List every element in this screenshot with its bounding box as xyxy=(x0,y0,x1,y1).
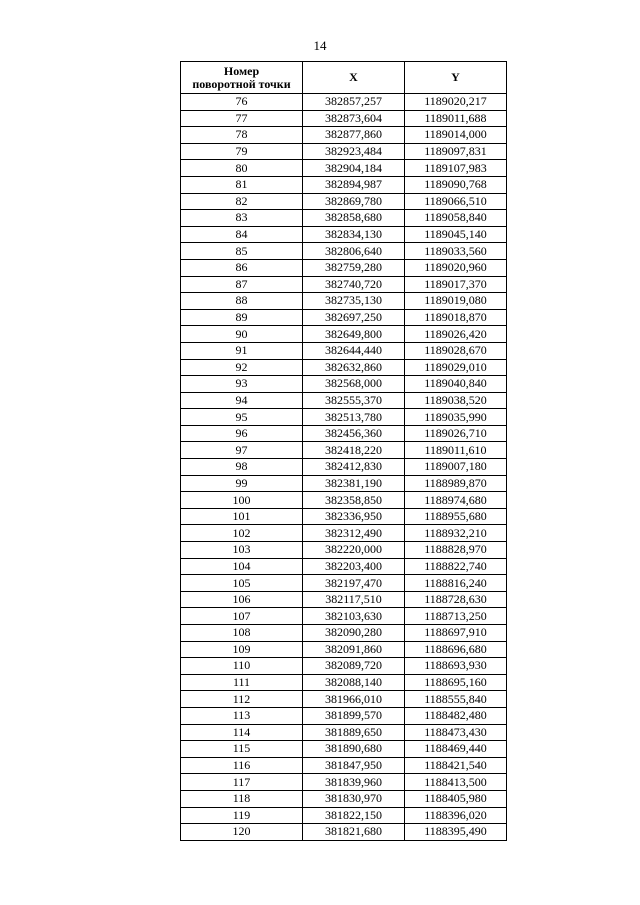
cell-point-number: 102 xyxy=(181,525,303,542)
cell-y: 1189040,840 xyxy=(405,376,507,393)
header-point-number xyxy=(181,62,303,94)
cell-x: 382894,987 xyxy=(303,176,405,193)
table-row xyxy=(181,658,507,675)
cell-x: 382555,370 xyxy=(303,392,405,409)
table-row xyxy=(181,210,507,227)
cell-point-number: 115 xyxy=(181,741,303,758)
cell-y: 1188413,500 xyxy=(405,774,507,791)
cell-x: 382312,490 xyxy=(303,525,405,542)
table-row xyxy=(181,459,507,476)
table-row xyxy=(181,94,507,111)
cell-y: 1188469,440 xyxy=(405,741,507,758)
table-header-row xyxy=(181,62,507,94)
table-row xyxy=(181,824,507,841)
cell-x: 382644,440 xyxy=(303,342,405,359)
table-row xyxy=(181,525,507,542)
cell-point-number: 105 xyxy=(181,575,303,592)
table-row xyxy=(181,625,507,642)
table-row xyxy=(181,392,507,409)
cell-x: 382197,470 xyxy=(303,575,405,592)
cell-x: 382740,720 xyxy=(303,276,405,293)
cell-x: 382858,680 xyxy=(303,210,405,227)
cell-y: 1188713,250 xyxy=(405,608,507,625)
cell-point-number: 96 xyxy=(181,425,303,442)
table-row xyxy=(181,160,507,177)
cell-x: 382088,140 xyxy=(303,674,405,691)
cell-x: 382203,400 xyxy=(303,558,405,575)
cell-x: 382873,604 xyxy=(303,110,405,127)
cell-x: 382869,780 xyxy=(303,193,405,210)
cell-y: 1189028,670 xyxy=(405,342,507,359)
table-row xyxy=(181,757,507,774)
table-row xyxy=(181,558,507,575)
table-row xyxy=(181,293,507,310)
cell-y: 1189035,990 xyxy=(405,409,507,426)
cell-y: 1189011,610 xyxy=(405,442,507,459)
cell-x: 382090,280 xyxy=(303,625,405,642)
cell-x: 381890,680 xyxy=(303,741,405,758)
cell-x: 382806,640 xyxy=(303,243,405,260)
table-body xyxy=(181,94,507,841)
cell-point-number: 111 xyxy=(181,674,303,691)
cell-x: 382418,220 xyxy=(303,442,405,459)
cell-x: 382117,510 xyxy=(303,591,405,608)
cell-x: 382632,860 xyxy=(303,359,405,376)
table-row xyxy=(181,807,507,824)
cell-y: 1189066,510 xyxy=(405,193,507,210)
cell-point-number: 100 xyxy=(181,492,303,509)
cell-y: 1188974,680 xyxy=(405,492,507,509)
cell-point-number: 85 xyxy=(181,243,303,260)
cell-x: 382834,130 xyxy=(303,226,405,243)
cell-y: 1188482,480 xyxy=(405,707,507,724)
cell-x: 382877,860 xyxy=(303,127,405,144)
cell-y: 1189107,983 xyxy=(405,160,507,177)
table-row xyxy=(181,342,507,359)
cell-point-number: 79 xyxy=(181,143,303,160)
cell-point-number: 83 xyxy=(181,210,303,227)
cell-point-number: 82 xyxy=(181,193,303,210)
cell-y: 1188932,210 xyxy=(405,525,507,542)
table-row xyxy=(181,691,507,708)
cell-y: 1189097,831 xyxy=(405,143,507,160)
cell-x: 382220,000 xyxy=(303,542,405,559)
cell-x: 382381,190 xyxy=(303,475,405,492)
cell-point-number: 103 xyxy=(181,542,303,559)
cell-point-number: 84 xyxy=(181,226,303,243)
cell-y: 1188395,490 xyxy=(405,824,507,841)
cell-x: 382336,950 xyxy=(303,508,405,525)
cell-point-number: 90 xyxy=(181,326,303,343)
cell-point-number: 118 xyxy=(181,790,303,807)
cell-point-number: 99 xyxy=(181,475,303,492)
cell-point-number: 92 xyxy=(181,359,303,376)
cell-point-number: 94 xyxy=(181,392,303,409)
cell-point-number: 77 xyxy=(181,110,303,127)
cell-point-number: 88 xyxy=(181,293,303,310)
cell-y: 1188697,910 xyxy=(405,625,507,642)
header-point-number-line2: поворотной точки xyxy=(192,76,291,91)
header-y: Y xyxy=(405,62,507,94)
cell-y: 1189026,710 xyxy=(405,425,507,442)
cell-point-number: 106 xyxy=(181,591,303,608)
table-row xyxy=(181,143,507,160)
cell-point-number: 109 xyxy=(181,641,303,658)
cell-point-number: 78 xyxy=(181,127,303,144)
cell-x: 382358,850 xyxy=(303,492,405,509)
cell-point-number: 80 xyxy=(181,160,303,177)
table-row xyxy=(181,326,507,343)
cell-x: 382735,130 xyxy=(303,293,405,310)
cell-x: 382759,280 xyxy=(303,259,405,276)
cell-y: 1188693,930 xyxy=(405,658,507,675)
cell-x: 381966,010 xyxy=(303,691,405,708)
cell-point-number: 97 xyxy=(181,442,303,459)
table-row xyxy=(181,508,507,525)
cell-point-number: 107 xyxy=(181,608,303,625)
cell-point-number: 81 xyxy=(181,176,303,193)
table-row xyxy=(181,674,507,691)
cell-point-number: 112 xyxy=(181,691,303,708)
cell-y: 1188728,630 xyxy=(405,591,507,608)
cell-y: 1189020,960 xyxy=(405,259,507,276)
cell-point-number: 120 xyxy=(181,824,303,841)
cell-y: 1188696,680 xyxy=(405,641,507,658)
cell-y: 1188822,740 xyxy=(405,558,507,575)
cell-x: 381822,150 xyxy=(303,807,405,824)
cell-point-number: 76 xyxy=(181,94,303,111)
cell-y: 1188955,680 xyxy=(405,508,507,525)
cell-y: 1188816,240 xyxy=(405,575,507,592)
cell-y: 1188405,980 xyxy=(405,790,507,807)
cell-point-number: 114 xyxy=(181,724,303,741)
table-row xyxy=(181,575,507,592)
table-row xyxy=(181,492,507,509)
cell-y: 1189007,180 xyxy=(405,459,507,476)
table-row xyxy=(181,608,507,625)
page-number: 14 xyxy=(313,38,327,53)
cell-point-number: 91 xyxy=(181,342,303,359)
cell-y: 1189033,560 xyxy=(405,243,507,260)
cell-x: 382857,257 xyxy=(303,94,405,111)
cell-x: 382091,860 xyxy=(303,641,405,658)
cell-point-number: 110 xyxy=(181,658,303,675)
cell-point-number: 119 xyxy=(181,807,303,824)
cell-y: 1189019,080 xyxy=(405,293,507,310)
cell-x: 381830,970 xyxy=(303,790,405,807)
table-row xyxy=(181,193,507,210)
table-row xyxy=(181,359,507,376)
cell-point-number: 108 xyxy=(181,625,303,642)
cell-y: 1188473,430 xyxy=(405,724,507,741)
cell-x: 381839,960 xyxy=(303,774,405,791)
table-row xyxy=(181,276,507,293)
table-row xyxy=(181,475,507,492)
cell-point-number: 86 xyxy=(181,259,303,276)
cell-y: 1189090,768 xyxy=(405,176,507,193)
cell-y: 1188695,160 xyxy=(405,674,507,691)
table-row xyxy=(181,409,507,426)
table-row xyxy=(181,259,507,276)
table-row xyxy=(181,724,507,741)
cell-x: 381889,650 xyxy=(303,724,405,741)
cell-x: 381899,570 xyxy=(303,707,405,724)
cell-y: 1188989,870 xyxy=(405,475,507,492)
cell-point-number: 98 xyxy=(181,459,303,476)
table-row xyxy=(181,442,507,459)
cell-y: 1189058,840 xyxy=(405,210,507,227)
header-point-number-line1: Номер xyxy=(223,63,260,78)
cell-point-number: 87 xyxy=(181,276,303,293)
cell-x: 382412,830 xyxy=(303,459,405,476)
cell-y: 1188421,540 xyxy=(405,757,507,774)
coordinates-table xyxy=(180,61,507,841)
cell-x: 382513,780 xyxy=(303,409,405,426)
cell-y: 1189014,000 xyxy=(405,127,507,144)
cell-x: 381821,680 xyxy=(303,824,405,841)
table-row xyxy=(181,309,507,326)
cell-y: 1189038,520 xyxy=(405,392,507,409)
cell-point-number: 89 xyxy=(181,309,303,326)
table-row xyxy=(181,425,507,442)
cell-y: 1189026,420 xyxy=(405,326,507,343)
table-row xyxy=(181,542,507,559)
table-row xyxy=(181,641,507,658)
cell-x: 382456,360 xyxy=(303,425,405,442)
cell-y: 1189018,870 xyxy=(405,309,507,326)
table-row xyxy=(181,790,507,807)
cell-y: 1189029,010 xyxy=(405,359,507,376)
cell-point-number: 113 xyxy=(181,707,303,724)
cell-x: 381847,950 xyxy=(303,757,405,774)
table-row xyxy=(181,376,507,393)
cell-point-number: 93 xyxy=(181,376,303,393)
table-row xyxy=(181,591,507,608)
cell-y: 1188828,970 xyxy=(405,542,507,559)
cell-x: 382904,184 xyxy=(303,160,405,177)
cell-point-number: 104 xyxy=(181,558,303,575)
header-x: X xyxy=(303,62,405,94)
cell-x: 382103,630 xyxy=(303,608,405,625)
table-row xyxy=(181,110,507,127)
cell-y: 1189045,140 xyxy=(405,226,507,243)
cell-point-number: 117 xyxy=(181,774,303,791)
table-row xyxy=(181,774,507,791)
cell-x: 382649,800 xyxy=(303,326,405,343)
cell-y: 1189017,370 xyxy=(405,276,507,293)
table-row xyxy=(181,176,507,193)
cell-y: 1188396,020 xyxy=(405,807,507,824)
table-row xyxy=(181,741,507,758)
cell-x: 382697,250 xyxy=(303,309,405,326)
cell-point-number: 95 xyxy=(181,409,303,426)
cell-y: 1189020,217 xyxy=(405,94,507,111)
table-row xyxy=(181,707,507,724)
table-row xyxy=(181,127,507,144)
cell-x: 382089,720 xyxy=(303,658,405,675)
cell-y: 1188555,840 xyxy=(405,691,507,708)
table-row xyxy=(181,226,507,243)
table-row xyxy=(181,243,507,260)
cell-point-number: 101 xyxy=(181,508,303,525)
cell-point-number: 116 xyxy=(181,757,303,774)
cell-x: 382923,484 xyxy=(303,143,405,160)
cell-x: 382568,000 xyxy=(303,376,405,393)
cell-y: 1189011,688 xyxy=(405,110,507,127)
